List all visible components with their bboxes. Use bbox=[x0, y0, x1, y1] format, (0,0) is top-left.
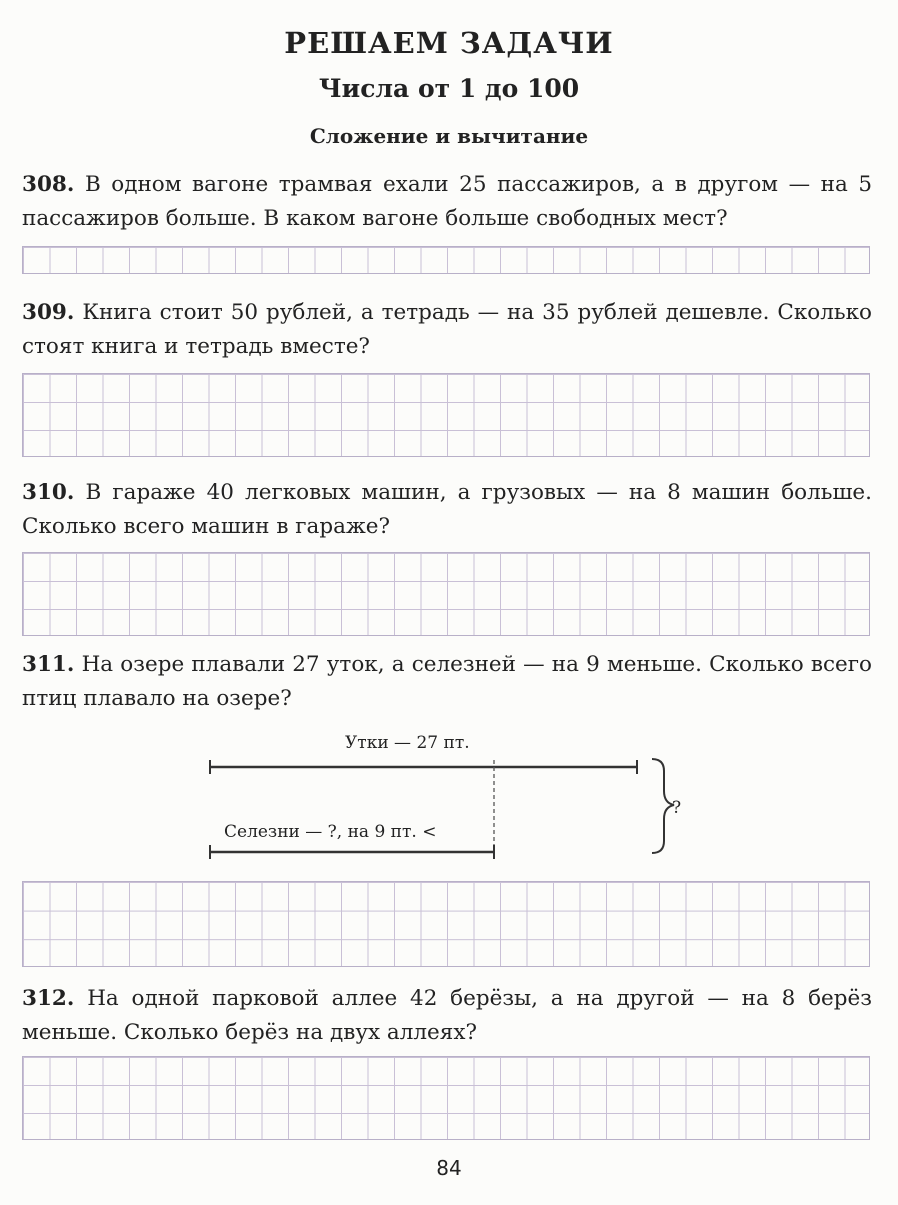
problem-text: В одном вагоне трамвая ехали 25 пассажиров, а в другом — на 5 пассажиров больше. В каком вагоне больше свободных мест? bbox=[22, 172, 872, 231]
problem-number: 311. bbox=[22, 652, 75, 677]
page-number: 84 bbox=[436, 1156, 462, 1180]
page-subtitle: Числа от 1 до 100 bbox=[318, 74, 580, 103]
answer-grid-312[interactable] bbox=[22, 1056, 870, 1140]
section-title: РЕШАЕМ ЗАДАЧИ bbox=[284, 26, 614, 60]
problem-311 bbox=[22, 648, 872, 716]
answer-grid-308[interactable] bbox=[22, 246, 870, 274]
topic-heading: Сложение и вычитание bbox=[309, 124, 589, 148]
answer-grid-311[interactable] bbox=[22, 881, 870, 967]
problem-text: Книга стоит 50 рублей, а тетрадь — на 35 рублей дешевле. Сколько стоят книга и тетрадь вместе? bbox=[22, 300, 872, 359]
curly-brace bbox=[652, 759, 674, 853]
problem-309 bbox=[22, 296, 872, 364]
problem-310 bbox=[22, 476, 872, 544]
segment-diagram bbox=[0, 725, 898, 875]
problem-number: 312. bbox=[22, 986, 75, 1011]
answer-grid-310[interactable] bbox=[22, 552, 870, 636]
problem-text: В гараже 40 легковых машин, а грузовых — на 8 машин больше. Сколько всего машин в гараже? bbox=[22, 480, 872, 539]
problem-308 bbox=[22, 168, 872, 236]
answer-grid-309[interactable] bbox=[22, 373, 870, 457]
problem-text: На озере плавали 27 уток, а селезней — на 9 меньше. Сколько всего птиц плавало на озере? bbox=[22, 652, 872, 711]
drakes-label: Селезни — ?, на 9 пт. < bbox=[224, 822, 437, 842]
problem-312 bbox=[22, 982, 872, 1050]
problem-number: 310. bbox=[22, 480, 75, 505]
problem-text: На одной парковой аллее 42 берёзы, а на другой — на 8 берёз меньше. Сколько берёз на двух аллеях? bbox=[22, 986, 872, 1045]
ducks-label: Утки — 27 пт. bbox=[345, 733, 470, 753]
problem-number: 309. bbox=[22, 300, 75, 325]
total-question-mark: ? bbox=[672, 798, 682, 818]
problem-number: 308. bbox=[22, 172, 75, 197]
